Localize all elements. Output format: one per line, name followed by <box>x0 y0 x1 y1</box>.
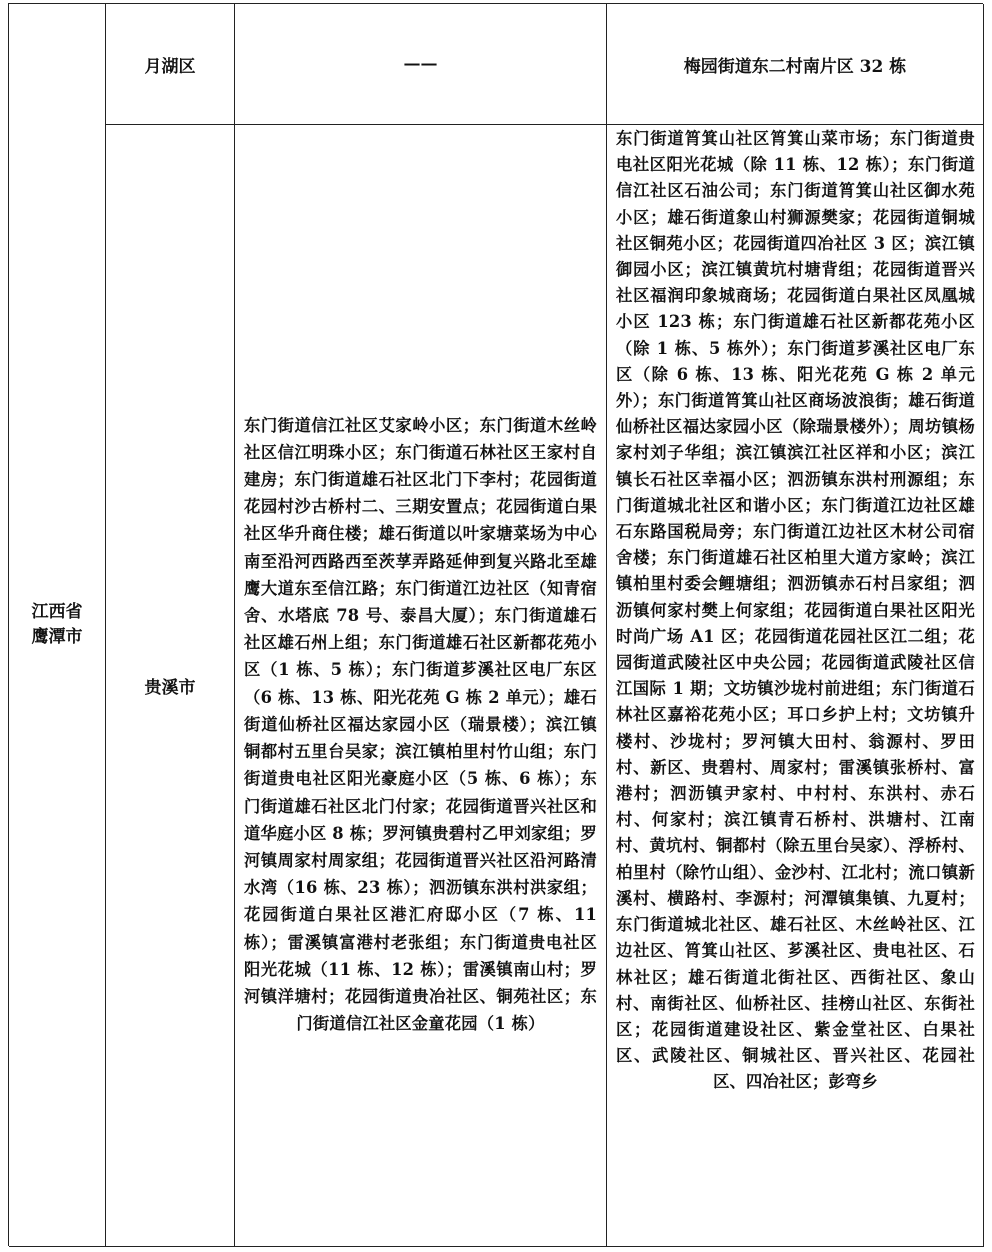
low-risk-cell-yuehu <box>607 4 984 125</box>
province-city-cell <box>9 4 106 1247</box>
district-name: 贵溪市 <box>144 678 196 698</box>
low-risk-cell-guixi <box>607 125 984 1247</box>
province-name: 江西省 <box>31 602 83 622</box>
district-name: 月湖区 <box>144 56 196 77</box>
low-risk-text: 东门街道筲箕山社区筲箕山菜市场；东门街道贵电社区阳光花城（除 11 栋、12 栋）；东门街道信江社区石油公司；东门街道筲箕山社区御水苑小区；雄石街道象山村狮源樊家；花园街道铜城社区铜苑小区；花园街道四冶社区 3 区；滨江镇御园小区；滨江镇黄坑村塘背组；花园街道晋兴社区福润印象城商场；花园街道白果社区凤凰城小区 123 栋；东门街道雄石社区新都花苑小区（除 1 栋、5 栋外）；东门街道芗溪社区电厂东区（除 6 栋、13 栋、阳光花苑 G 栋 2 单元外）；东门街道筲箕山社区商场波浪街；雄石街道仙桥社区福达家园小区（除瑞景楼外）；周坊镇杨家村刘子华组；滨江镇滨江社区祥和小区；滨江镇长石社区幸福小区；泗沥镇东洪村刑源组；东门街道城北社区和谐小区；东门街道江边社区雄石东路国税局旁；东门街道江边社区木材公司宿舍楼；东门街道雄石社区柏里大道方家岭；滨江镇柏里村委会鲤塘组；泗沥镇赤石村吕家组；泗沥镇何家村樊上何家组；花园街道白果社区阳光时尚广场 A1 区；花园街道花园社区江二组；花园街道武陵社区中央公园；花园街道武陵社区信江国际 1 期；文坊镇沙垅村前进组；东门街道石林社区嘉裕花苑小区；耳口乡护上村；文坊镇升楼村、沙垅村；罗河镇大田村、翁源村、罗田村、新区、贵碧村、周家村；雷溪镇张桥村、富港村；泗沥镇尹家村、中村村、东洪村、赤石村、何家村；滨江镇青石桥村、洪塘村、江南村、黄坑村、铜都村（除五里台吴家）、浮桥村、柏里村（除竹山组）、金沙村、江北村；流口镇新溪村、横路村、李源村；河潭镇集镇、九夏村；东门街道城北社区、雄石社区、木丝岭社区、江边社区、筲箕山社区、芗溪社区、贵电社区、石林社区；雄石街道北街社区、西街社区、象山村、南街社区、仙桥社区、挂榜山社区、东街社区；花园街道建设社区、紫金堂社区、白果社区、武陵社区、铜城社区、晋兴社区、花园社区、四冶社区；彭弯乡 <box>616 129 975 1092</box>
district-cell-guixi <box>106 125 235 1247</box>
city-name: 鹰潭市 <box>31 627 83 647</box>
medium-risk-text: —— <box>403 54 438 74</box>
medium-risk-cell-yuehu <box>235 4 607 125</box>
medium-risk-text: 东门街道信江社区艾家岭小区；东门街道木丝岭社区信江明珠小区；东门街道石林社区王家村自建房；东门街道雄石社区北门下李村；花园街道花园村沙古桥村二、三期安置点；花园街道白果社区华升商住楼；雄石街道以叶家塘菜场为中心南至沿河西路西至茨莩弄路延伸到复兴路北至雄鹰大道东至信江路；东门街道江边社区（知青宿舍、水塔底 78 号、泰昌大厦）；东门街道雄石社区雄石州上组；东门街道雄石社区新都花苑小区（1 栋、5 栋）；东门街道芗溪社区电厂东区（6 栋、13 栋、阳光花苑 G 栋 2 单元）；雄石街道仙桥社区福达家园小区（瑞景楼）；滨江镇铜都村五里台吴家；滨江镇柏里村竹山组；东门街道贵电社区阳光豪庭小区（5 栋、6 栋）；东门街道雄石社区北门付家；花园街道晋兴社区和道华庭小区 8 栋；罗河镇贵碧村乙甲刘家组；罗河镇周家村周家组；花园街道晋兴社区沿河路清水湾（16 栋、23 栋）；泗沥镇东洪村洪家组；花园街道白果社区港汇府邸小区（7 栋、11 栋）；雷溪镇富港村老张组；东门街道贵电社区阳光花城（11 栋、12 栋）；雷溪镇南山村；罗河镇洋塘村；花园街道贵冶社区、铜苑社区；东门街道信江社区金童花园（1 栋） <box>244 415 597 1034</box>
district-cell-yuehu <box>106 4 235 125</box>
low-risk-text: 梅园街道东二村南片区 32 栋 <box>683 56 907 77</box>
medium-risk-cell-guixi <box>235 125 607 1247</box>
risk-area-table <box>8 3 983 1246</box>
